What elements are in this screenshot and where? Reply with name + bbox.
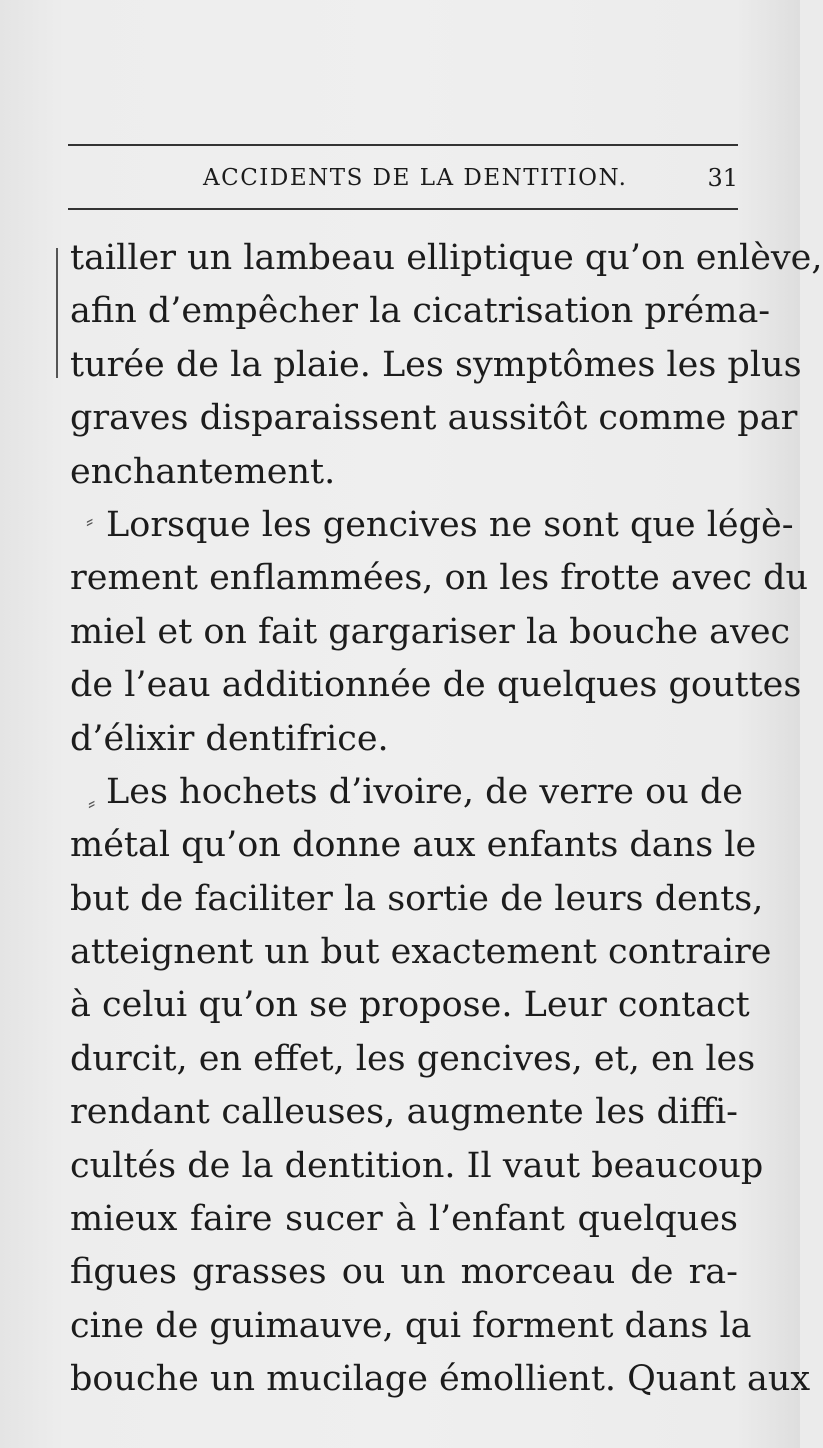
header-top-rule	[68, 144, 738, 146]
body-text	[70, 232, 823, 1407]
text-line: miel et on fait gargariser la bouche avec	[70, 611, 791, 652]
text-line: Les hochets d’ivoire, de verre ou de	[106, 771, 744, 812]
paragraph-pencil-mark: ⸗	[86, 509, 94, 534]
running-head	[68, 160, 738, 196]
text-line: tailler un lambeau elliptique qu’on enlève,	[70, 238, 823, 278]
header-bottom-rule	[68, 208, 738, 210]
text-line: figues grasses ou un morceau de ra-	[70, 1252, 738, 1293]
page-number: 31	[707, 164, 738, 192]
running-title: ACCIDENTS DE LA DENTITION.	[203, 165, 628, 191]
text-line: à celui qu’on se propose. Leur contact	[70, 985, 750, 1026]
text-line: d’élixir dentifrice.	[70, 718, 389, 759]
text-line: rendant calleuses, augmente les diffi-	[70, 1092, 738, 1133]
text-line: mieux faire sucer à l’enfant quelques	[70, 1199, 738, 1240]
paragraph-pencil-mark: ⸗	[88, 791, 96, 816]
text-line: de l’eau additionnée de quelques gouttes	[70, 665, 802, 706]
text-line: graves disparaissent aussitôt comme par	[70, 398, 798, 439]
text-line: enchantement.	[70, 451, 336, 492]
text-line: rement enflammées, on les frotte avec du	[70, 558, 809, 599]
text-line: turée de la plaie. Les symptômes les plus	[70, 344, 802, 385]
margin-pencil-mark	[56, 248, 58, 378]
text-line: métal qu’on donne aux enfants dans le	[70, 825, 757, 866]
text-line: bouche un mucilage émollient. Quant aux	[70, 1359, 811, 1400]
text-line: afin d’empêcher la cicatrisation préma-	[70, 291, 771, 332]
text-line: durcit, en effet, les gencives, et, en les	[70, 1038, 756, 1079]
text-line: cultés de la dentition. Il vaut beaucoup	[70, 1145, 764, 1186]
text-line: atteignent un but exactement contraire	[70, 932, 772, 973]
text-line: Lorsque les gencives ne sont que légè-	[106, 504, 794, 545]
text-line: cine de guimauve, qui forment dans la	[70, 1305, 752, 1346]
text-line: but de faciliter la sortie de leurs dents,	[70, 878, 764, 919]
